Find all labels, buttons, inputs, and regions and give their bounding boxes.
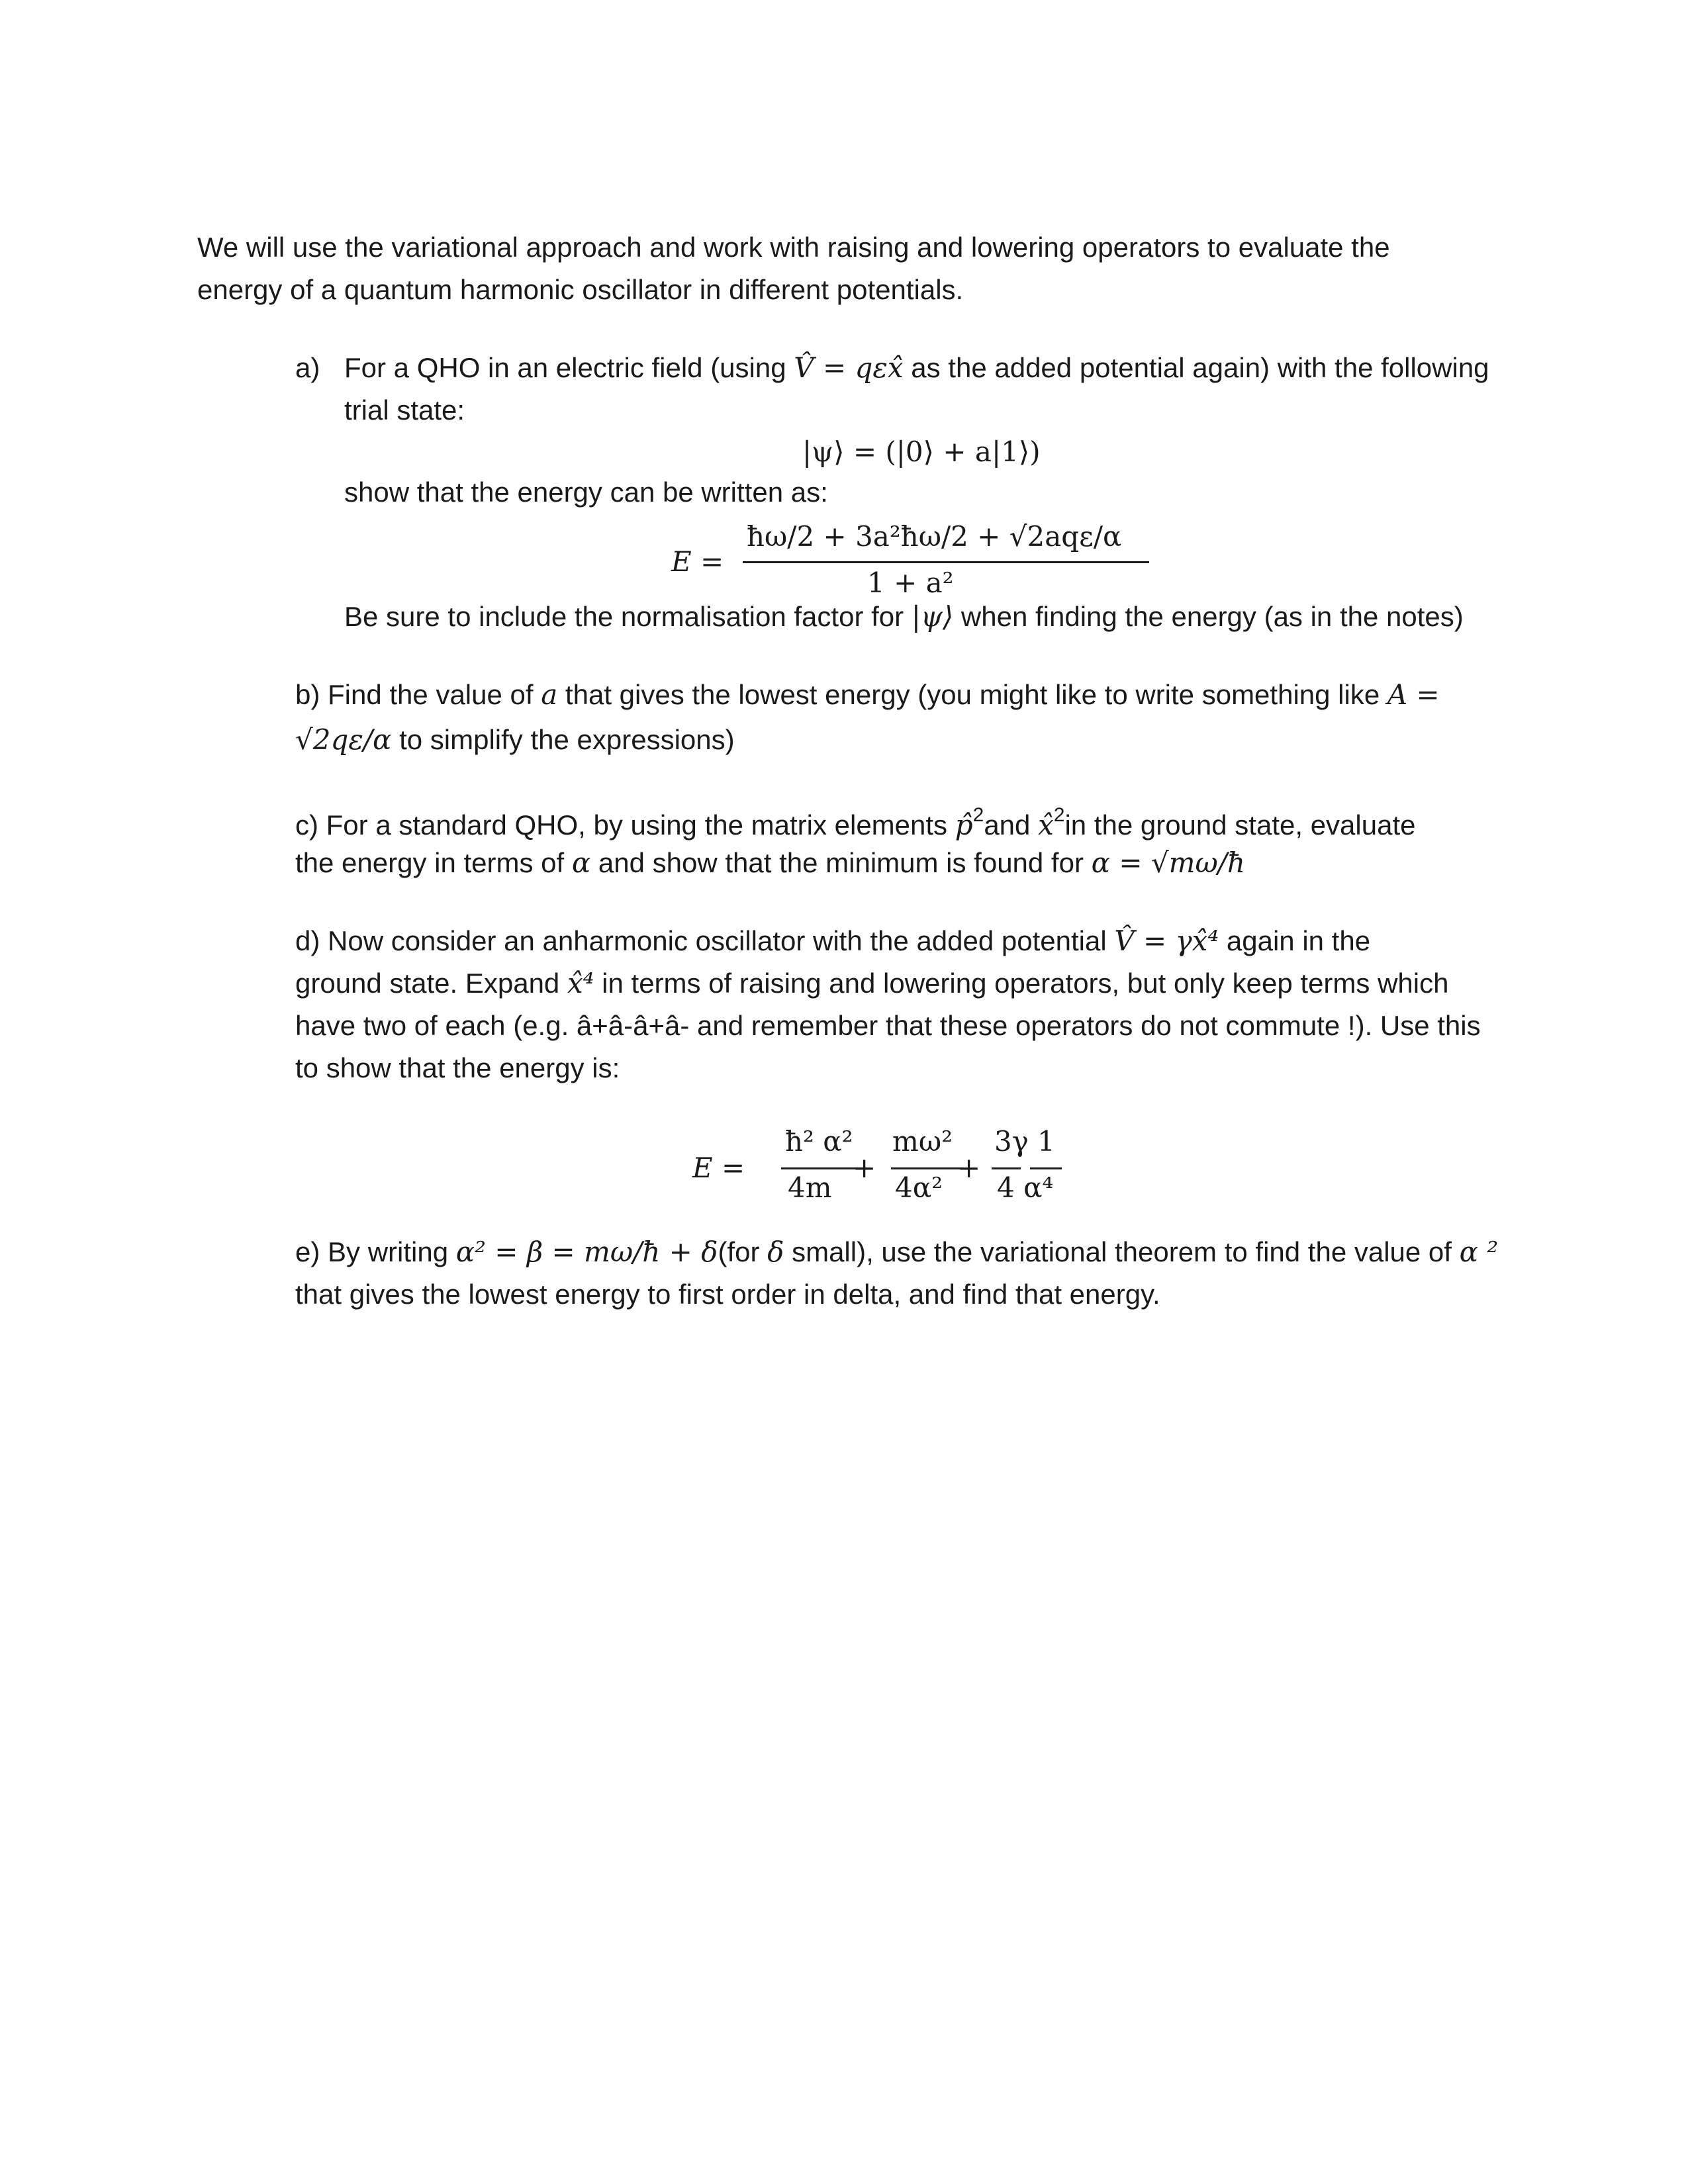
part-e-line-1 — [295, 1231, 1498, 1273]
part-e-line1-alpha: α ² — [1459, 1236, 1499, 1268]
part-e-line-2: that gives the lowest energy to first order in delta, and find that energy. — [295, 1279, 1160, 1310]
energy-a-denominator: 1 + a² — [867, 567, 954, 599]
part-b-line1-mid: that gives the lowest energy (you might like to write something like — [557, 679, 1387, 710]
energy-d-term2-denominator: 4α² — [895, 1171, 943, 1204]
part-d-line-1 — [295, 920, 1370, 962]
part-b-line-2 — [295, 719, 735, 761]
part-c-line2-math: α = √mω/ħ — [1091, 846, 1245, 879]
part-a-line1-pre: For a QHO in an electric field (using — [344, 352, 794, 383]
part-d-line2-math: x̂⁴ — [567, 967, 594, 999]
part-a-line1-post: as the added potential again) with the following — [903, 352, 1489, 383]
part-d-line2-post: in terms of raising and lowering operators, but only keep terms which — [594, 968, 1449, 999]
part-d-line-2 — [295, 962, 1448, 1005]
part-c-line2-mid: and show that the minimum is found for — [590, 847, 1092, 878]
energy-d-plus-1: + — [853, 1152, 876, 1184]
energy-d-lhs: E = — [692, 1152, 745, 1184]
part-b-line1-var: a — [541, 678, 558, 711]
part-e-line1-math: α² = β = mω/ħ + δ — [455, 1236, 718, 1268]
part-a-note-math: |ψ⟩ — [911, 600, 954, 633]
part-c-line2-var: α — [571, 846, 591, 879]
part-e-line1-delta: δ — [767, 1236, 784, 1268]
energy-a-lhs: E = — [671, 545, 724, 578]
trial-state-equation: |ψ⟩ = (|0⟩ + a|1⟩) — [802, 435, 1041, 468]
part-a-note-pre: Be sure to include the normalisation factor for — [344, 601, 912, 632]
part-b-line1-pre: b) Find the value of — [295, 679, 541, 710]
energy-d-term3-denominator: 4 α⁴ — [997, 1171, 1054, 1204]
part-b-line2-math: √2qε/α — [295, 723, 392, 756]
energy-d-term1-denominator: 4m — [788, 1171, 832, 1204]
part-a-line1-math: V̂ = qεx̂ — [794, 351, 904, 384]
part-c-line-1: c) For a standard QHO, by using the matrix elements p̂$^2$and x̂$^2$in the ground state, evaluate — [295, 804, 1416, 841]
part-b-line2-post: to simplify the expressions) — [391, 724, 735, 755]
part-c-line1-p: p̂ — [955, 809, 973, 841]
part-a-note — [344, 596, 1464, 638]
energy-a-numerator: ħω/2 + 3a²ħω/2 + √2aqε/α — [747, 520, 1122, 553]
energy-d-term1-numerator: ħ² α² — [785, 1125, 853, 1158]
energy-d-term3-line-b — [1030, 1167, 1062, 1169]
energy-d-plus-2: + — [957, 1152, 981, 1184]
part-d-line2-pre: ground state. Expand — [295, 968, 567, 999]
part-a-line-2: trial state: — [344, 394, 465, 426]
part-a-line-1 — [344, 347, 1489, 389]
part-b-line1-math: A = — [1387, 678, 1440, 711]
energy-d-term2-line — [891, 1167, 964, 1169]
part-d-line-4: to show that the energy is: — [295, 1052, 620, 1083]
part-c-line1-mid: and — [984, 809, 1039, 841]
part-d-line1-post: again in the — [1219, 925, 1371, 956]
part-c-line1-pre: c) For a standard QHO, by using the matrix elements — [295, 809, 955, 841]
part-d-line1-pre: d) Now consider an anharmonic oscillator with the added potential — [295, 925, 1115, 956]
part-c-line-2 — [295, 842, 1245, 884]
part-e-line1-post: small), use the variational theorem to find the value of — [784, 1236, 1460, 1267]
intro-line-1: We will use the variational approach and work with raising and lowering operators to evaluate the — [197, 232, 1390, 263]
part-e-line1-pre: e) By writing — [295, 1236, 456, 1267]
part-c-line1-x: x̂ — [1038, 809, 1054, 841]
intro-line-2: energy of a quantum harmonic oscillator in different potentials. — [197, 274, 964, 305]
energy-a-fraction-line — [743, 561, 1149, 563]
energy-d-term2-numerator: mω² — [892, 1125, 953, 1158]
part-e-line1-mid: (for — [718, 1236, 768, 1267]
part-d-line-3: have two of each (e.g. â+â-â+â- and remember that these operators do not commute !). Use this — [295, 1010, 1481, 1041]
part-a-show-text: show that the energy can be written as: — [344, 477, 828, 508]
part-c-line2-pre: the energy in terms of — [295, 847, 572, 878]
part-d-line1-math: V̂ = γx̂⁴ — [1114, 925, 1219, 957]
energy-d-term3-numerator: 3γ 1 — [994, 1125, 1055, 1158]
part-a-label: a) — [295, 352, 320, 383]
part-a-note-post: when finding the energy (as in the notes) — [953, 601, 1464, 632]
part-c-line1-post: in the ground state, evaluate — [1064, 809, 1416, 841]
part-b-line-1 — [295, 674, 1440, 716]
energy-d-term3-line-a — [992, 1167, 1021, 1169]
